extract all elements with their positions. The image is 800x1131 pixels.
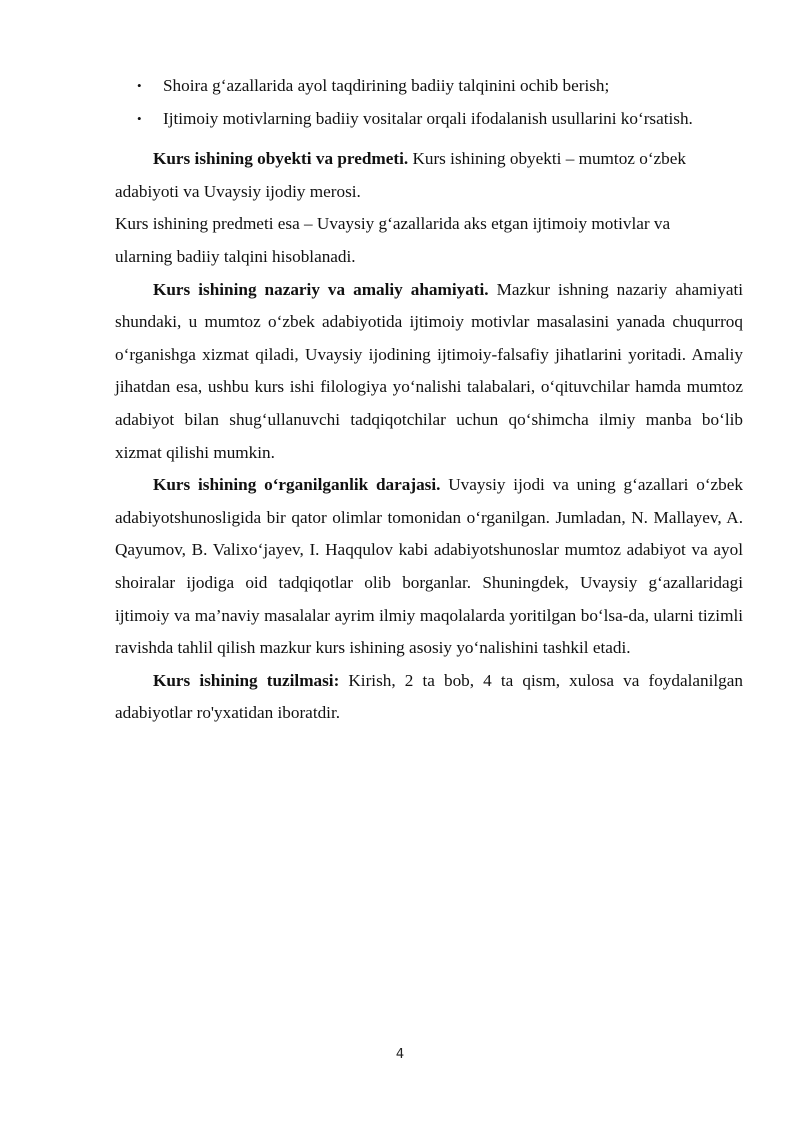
list-item-text: Shoira g‘azallarida ayol taqdirining badiiy talqinini ochib berish;: [163, 76, 610, 95]
object-text: Kurs ishining obyekti – mumtoz o‘zbek adabiyoti va Uvaysiy ijodiy merosi.: [115, 149, 686, 201]
page-number: 4: [395, 1047, 405, 1062]
structure-paragraph: [115, 665, 743, 730]
bullet-icon: •: [137, 110, 142, 126]
significance-heading: Kurs ishining nazariy va amaliy ahamiyati.: [153, 279, 489, 299]
object-continuation-paragraph: Kurs ishining predmeti esa – Uvaysiy g‘azallarida aks etgan ijtimoiy motivlar va ularning badiiy talqini hisoblanadi.: [115, 214, 671, 266]
significance-paragraph: [115, 274, 743, 470]
bullet-icon: •: [137, 78, 142, 93]
list-item-text: Ijtimoiy motivlarning badiiy vositalar orqali ifodalanish usullarini ko‘rsatish.: [163, 108, 693, 128]
study-degree-heading: Kurs ishining o‘rganilganlik darajasi.: [153, 475, 441, 495]
list-item: [115, 70, 743, 103]
object-heading: Kurs ishining obyekti va predmeti.: [153, 149, 409, 169]
study-degree-paragraph: [115, 469, 743, 665]
goals-list: [115, 70, 743, 135]
structure-text: Kirish, 2 ta bob, 4 ta qism, xulosa va foydalanilgan adabiyotlar ro'yxatidan iboratdir.: [115, 670, 743, 723]
significance-text: Mazkur ishning nazariy ahamiyati shundaki, u mumtoz o‘zbek adabiyotida ijtimoiy motivlar masalasini yanada chuqurroq o‘rganishga xizmat qiladi, Uvaysiy ijodining ijtimoiy-falsafiy jihatlarini yoritadi. Amaliy jihatdan esa, ushbu kurs ishi filologiya yo‘nalishi talabalari, o‘qituvchilar hamda mumtoz adabiyot bilan shug‘ullanuvchi tadqiqotchilar uchun qo‘shimcha ilmiy manba bo‘lib xizmat qilishi mumkin.: [115, 279, 744, 462]
object-paragraph: [115, 143, 743, 208]
list-item: [115, 103, 743, 136]
structure-heading: Kurs ishining tuzilmasi:: [153, 670, 340, 690]
document-page: [115, 70, 743, 730]
study-degree-text: Uvaysiy ijodi va uning g‘azallari o‘zbek adabiyotshunosligida bir qator olimlar tomonidan o‘rganilgan. Jumladan, N. Mallayev, A. Qayumov, B. Valixo‘jayev, I. Haqqulov kabi adabiyotshunoslar mumtoz adabiyot va ayol shoiralar ijodiga oid tadqiqotlar olib borganlar. Shuningdek, Uvaysiy g‘azallaridagi ijtimoiy va ma’naviy masalalar ayrim ilmiy maqolalarda yoritilgan bo‘lsa-da, ularni tizimli ravishda tahlil qilish mazkur kurs ishining asosiy yo‘nalishini tashkil etadi.: [115, 475, 743, 658]
